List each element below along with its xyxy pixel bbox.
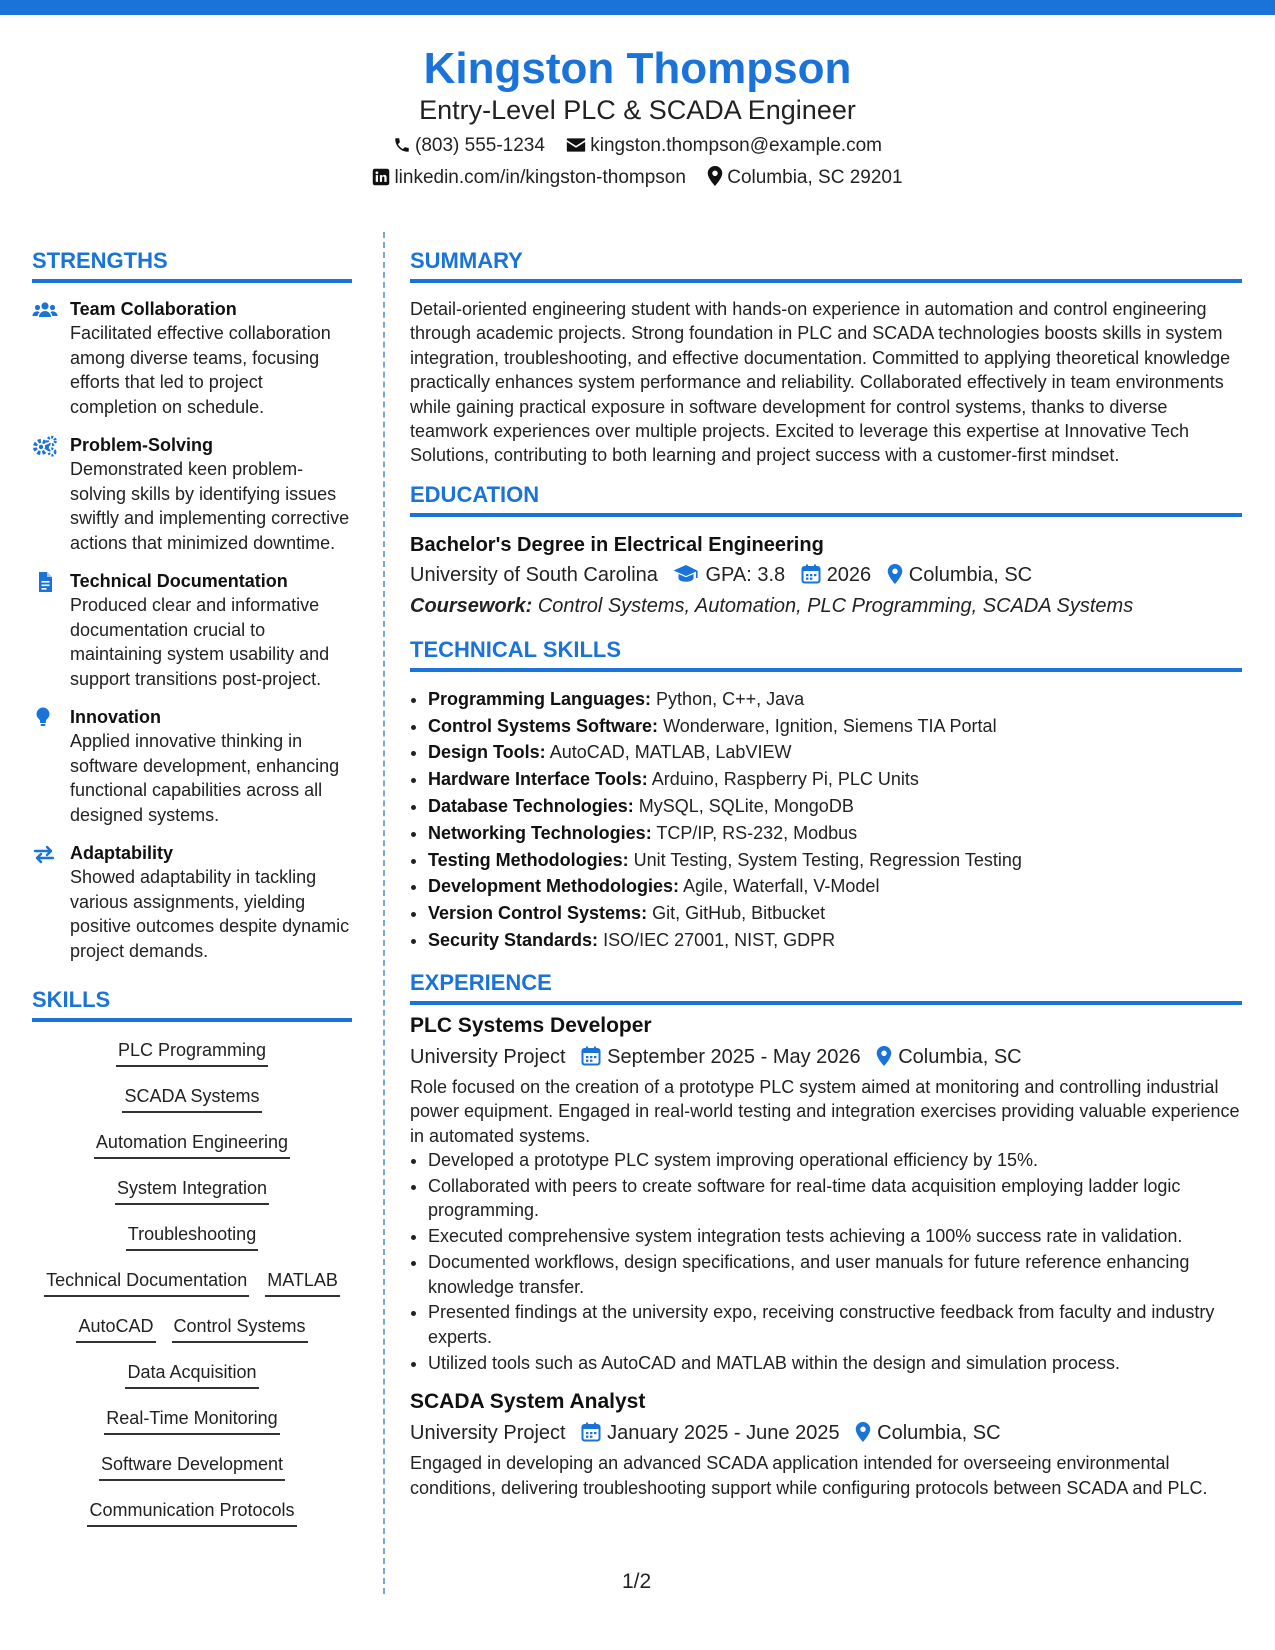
left-column bbox=[32, 246, 352, 1538]
calendar-icon bbox=[801, 564, 821, 584]
education-school: University of South Carolina bbox=[410, 563, 658, 586]
strength-description: Produced clear and informative documentation crucial to maintaining system usability and support transitions post-project. bbox=[70, 595, 330, 689]
list-item bbox=[428, 847, 1242, 874]
strength-title: Technical Documentation bbox=[70, 571, 288, 591]
skill-tag: Software Development bbox=[99, 1452, 285, 1481]
contact-row-2 bbox=[0, 165, 1275, 191]
strength-description: Applied innovative thinking in software development, enhancing functional capabilities across all designed systems. bbox=[70, 731, 340, 825]
envelope-icon bbox=[566, 136, 586, 154]
tech-skill-label: Database Technologies: bbox=[428, 796, 634, 817]
coursework bbox=[410, 591, 1242, 621]
map-pin-icon bbox=[876, 1046, 892, 1066]
tech-skill-value: MySQL, SQLite, MongoDB bbox=[638, 796, 854, 817]
skill-tag: Data Acquisition bbox=[125, 1360, 258, 1389]
strength-item bbox=[32, 297, 352, 419]
phone-text: (803) 555-1234 bbox=[415, 135, 545, 156]
job-location: Columbia, SC bbox=[898, 1045, 1022, 1068]
graduation-cap-icon bbox=[673, 564, 699, 584]
technical-skills-list bbox=[410, 686, 1242, 954]
list-item bbox=[428, 793, 1242, 820]
tech-skill-value: Arduino, Raspberry Pi, PLC Units bbox=[651, 769, 919, 790]
users-icon bbox=[32, 299, 58, 321]
strength-description: Facilitated effective collaboration among diverse teams, focusing efforts that led to project completion on schedule. bbox=[70, 323, 331, 417]
gears-icon bbox=[32, 435, 58, 457]
job-bullets bbox=[410, 1148, 1242, 1375]
list-item: • Developed a prototype PLC system improving operational efficiency by 15%. bbox=[428, 1148, 1242, 1172]
summary-text: Detail-oriented engineering student with hands-on experience in automation and control engineering through academic projects. Strong foundation in PLC and SCADA technologies boosts skills in system integration, troubleshooting, and effective documentation. Committed to applying theoretical knowledge practically enhances system performance and reliability. Collaborated effectively in team environments while gaining practical exposure in software development for control systems, thanks to diverse teamwork experiences over multiple projects. Excited to leverage this expertise at Innovative Tech Solutions, contributing to both learning and project success with a customer-first mindset. bbox=[410, 299, 1231, 466]
strengths-heading: STRENGTHS bbox=[32, 246, 352, 283]
job-dates: September 2025 - May 2026 bbox=[607, 1045, 861, 1068]
map-pin-icon bbox=[707, 166, 723, 186]
education-meta bbox=[410, 559, 1242, 591]
coursework-label: Coursework: bbox=[410, 594, 533, 617]
strength-item bbox=[32, 433, 352, 555]
map-pin-icon bbox=[855, 1422, 871, 1442]
tech-skill-value: Agile, Waterfall, V-Model bbox=[683, 876, 880, 897]
email-text: kingston.thompson@example.com bbox=[590, 135, 882, 156]
tech-skill-value: Git, GitHub, Bitbucket bbox=[652, 903, 826, 924]
right-column bbox=[410, 246, 1242, 1500]
skill-tag: Technical Documentation bbox=[44, 1268, 249, 1297]
tech-skill-value: Python, C++, Java bbox=[656, 688, 805, 709]
job-meta bbox=[410, 1417, 1242, 1449]
document-icon bbox=[32, 571, 58, 593]
skill-tag: Control Systems bbox=[172, 1314, 308, 1343]
list-item: • Documented workflows, design specifications, and user manuals for future reference enhancing knowledge transfer. bbox=[428, 1250, 1242, 1299]
top-accent-bar bbox=[0, 0, 1275, 15]
location-text: Columbia, SC 29201 bbox=[727, 167, 903, 188]
skill-tag: AutoCAD bbox=[76, 1314, 155, 1343]
map-pin-icon bbox=[887, 564, 903, 584]
strength-description: Demonstrated keen problem-solving skills by identifying issues swiftly and implementing corrective actions that minimized downtime. bbox=[70, 459, 350, 553]
list-item bbox=[428, 766, 1242, 793]
calendar-icon bbox=[581, 1422, 601, 1442]
email-contact[interactable] bbox=[566, 133, 882, 159]
skill-tag: MATLAB bbox=[265, 1268, 340, 1297]
strength-title: Adaptability bbox=[70, 843, 174, 863]
tech-skill-label: Control Systems Software: bbox=[428, 715, 659, 736]
linkedin-text: linkedin.com/in/kingston-thompson bbox=[394, 167, 686, 188]
linkedin-contact[interactable] bbox=[372, 165, 686, 191]
skill-tag: Automation Engineering bbox=[94, 1130, 290, 1159]
skill-tag: Troubleshooting bbox=[126, 1222, 258, 1251]
strength-title: Problem-Solving bbox=[70, 435, 214, 455]
tech-skill-value: TCP/IP, RS-232, Modbus bbox=[656, 822, 858, 843]
job-location: Columbia, SC bbox=[877, 1422, 1001, 1445]
experience-entry bbox=[410, 1387, 1242, 1500]
education-year: 2026 bbox=[826, 563, 872, 586]
skills-list bbox=[32, 1032, 352, 1538]
linkedin-icon bbox=[372, 168, 390, 186]
list-item bbox=[428, 713, 1242, 740]
job-org: University Project bbox=[410, 1422, 566, 1445]
candidate-name: Kingston Thompson bbox=[423, 44, 852, 93]
list-item bbox=[428, 820, 1242, 847]
tech-skill-label: Security Standards: bbox=[428, 930, 599, 951]
technical-skills-heading: TECHNICAL SKILLS bbox=[410, 635, 1242, 672]
tech-skill-value: ISO/IEC 27001, NIST, GDPR bbox=[603, 930, 836, 951]
contact-row-1 bbox=[0, 133, 1275, 159]
tech-skill-label: Development Methodologies: bbox=[428, 876, 680, 897]
tech-skill-label: Version Control Systems: bbox=[428, 903, 648, 924]
list-item: • Collaborated with peers to create software for real-time data acquisition employing ladder logic programming. bbox=[428, 1174, 1242, 1223]
strength-item bbox=[32, 569, 352, 691]
skill-tag: PLC Programming bbox=[116, 1038, 268, 1067]
job-title: SCADA System Analyst bbox=[410, 1390, 646, 1414]
job-description: Role focused on the creation of a prototype PLC system aimed at monitoring and controlling industrial power equipment. Engaged in real-world testing and integration exercises providing valuable experience in automated systems. bbox=[410, 1076, 1240, 1146]
job-meta bbox=[410, 1041, 1242, 1073]
list-item: • Utilized tools such as AutoCAD and MATLAB within the design and simulation process. bbox=[428, 1351, 1242, 1375]
education-heading: EDUCATION bbox=[410, 480, 1242, 517]
arrows-exchange-icon bbox=[32, 843, 58, 865]
page-number: 1/2 bbox=[622, 1570, 652, 1593]
summary-heading: SUMMARY bbox=[410, 246, 1242, 283]
education-location: Columbia, SC bbox=[908, 563, 1033, 586]
coursework-list: Control Systems, Automation, PLC Programming, SCADA Systems bbox=[537, 594, 1134, 617]
list-item bbox=[428, 686, 1242, 713]
column-divider bbox=[383, 232, 385, 1594]
skill-tag: SCADA Systems bbox=[122, 1084, 261, 1113]
strength-title: Innovation bbox=[70, 707, 161, 727]
list-item bbox=[428, 873, 1242, 900]
tech-skill-label: Networking Technologies: bbox=[428, 822, 652, 843]
education-gpa: GPA: 3.8 bbox=[705, 563, 786, 586]
lightbulb-icon bbox=[32, 707, 58, 729]
tech-skill-value: Unit Testing, System Testing, Regression Testing bbox=[633, 849, 1022, 870]
job-org: University Project bbox=[410, 1045, 566, 1068]
list-item: • Presented findings at the university expo, receiving constructive feedback from faculty and industry experts. bbox=[428, 1300, 1242, 1349]
tech-skill-label: Design Tools: bbox=[428, 742, 546, 763]
list-item: • Executed comprehensive system integration tests achieving a 100% success rate in validation. bbox=[428, 1224, 1242, 1248]
tech-skill-label: Programming Languages: bbox=[428, 688, 652, 709]
location-contact bbox=[707, 165, 902, 191]
tech-skill-label: Hardware Interface Tools: bbox=[428, 769, 648, 790]
tech-skill-value: AutoCAD, MATLAB, LabVIEW bbox=[549, 742, 792, 763]
phone-contact[interactable] bbox=[393, 133, 545, 159]
skill-tag: Communication Protocols bbox=[87, 1498, 296, 1527]
list-item bbox=[428, 927, 1242, 954]
skill-tag: System Integration bbox=[115, 1176, 269, 1205]
strength-item bbox=[32, 705, 352, 827]
job-description: Engaged in developing an advanced SCADA application intended for overseeing environmental conditions, delivering troubleshooting support while configuring protocols between SCADA and PLC. bbox=[410, 1453, 1208, 1498]
strength-item bbox=[32, 841, 352, 963]
job-dates: January 2025 - June 2025 bbox=[607, 1422, 840, 1445]
phone-icon bbox=[393, 136, 411, 154]
list-item bbox=[428, 739, 1242, 766]
candidate-title: Entry-Level PLC & SCADA Engineer bbox=[419, 95, 856, 125]
strength-title: Team Collaboration bbox=[70, 299, 237, 319]
skill-tag: Real-Time Monitoring bbox=[104, 1406, 279, 1435]
experience-entry bbox=[410, 1011, 1242, 1375]
job-title: PLC Systems Developer bbox=[410, 1013, 652, 1037]
tech-skill-label: Testing Methodologies: bbox=[428, 849, 629, 870]
tech-skill-value: Wonderware, Ignition, Siemens TIA Portal bbox=[663, 715, 997, 736]
education-degree: Bachelor's Degree in Electrical Engineering bbox=[410, 533, 824, 556]
calendar-icon bbox=[581, 1046, 601, 1066]
strength-description: Showed adaptability in tackling various assignments, yielding positive outcomes despite dynamic project demands. bbox=[70, 867, 350, 961]
list-item bbox=[428, 900, 1242, 927]
experience-heading: EXPERIENCE bbox=[410, 968, 1242, 1005]
skills-heading: SKILLS bbox=[32, 985, 352, 1022]
